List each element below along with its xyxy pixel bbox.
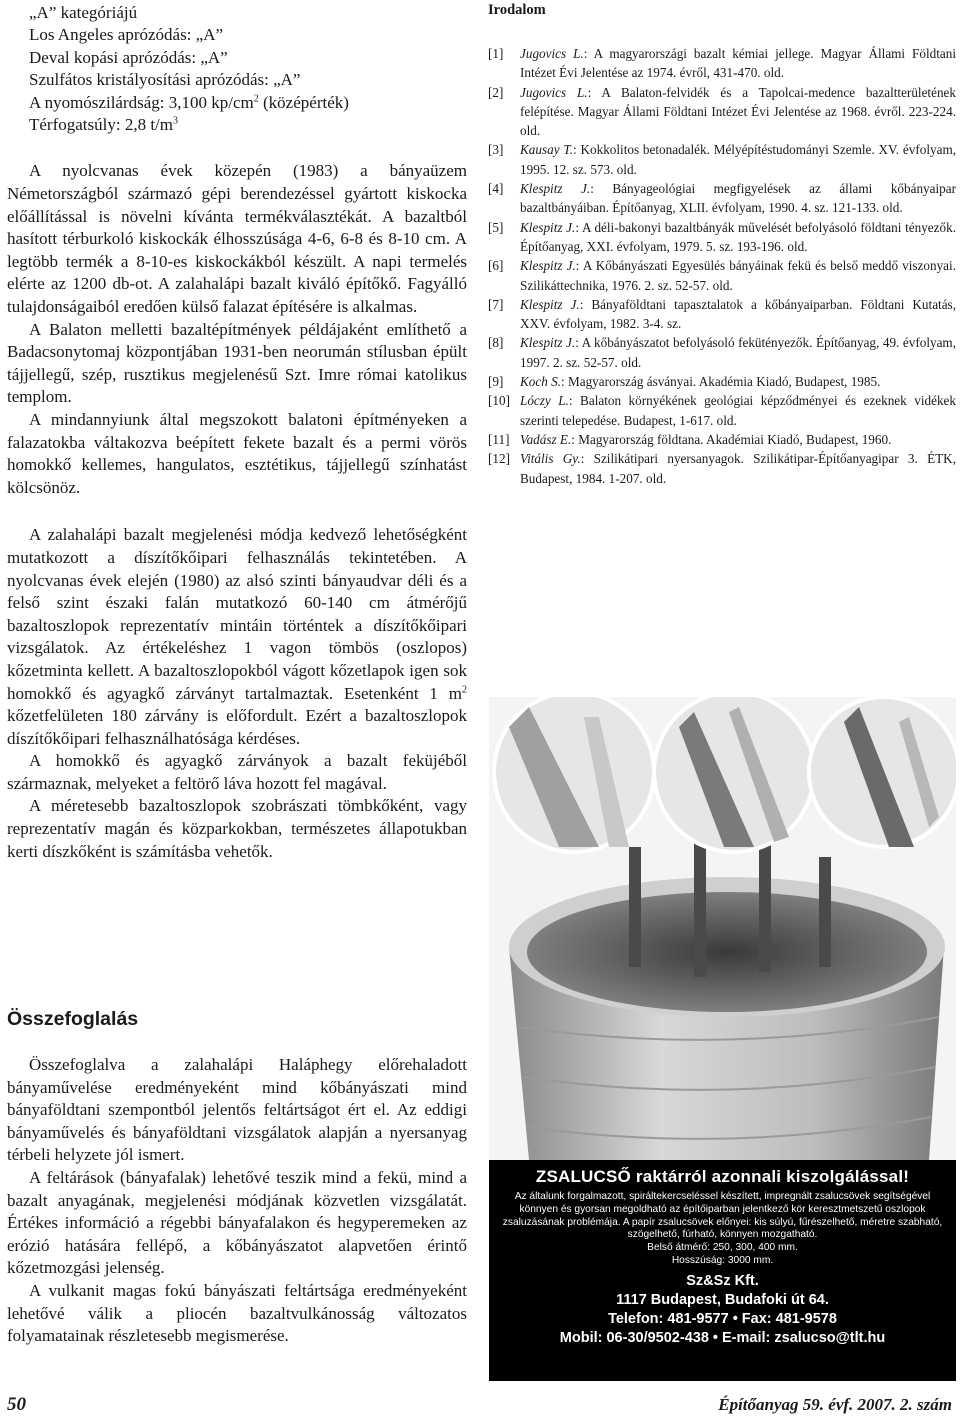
reference-description: : Bányaföldtani tapasztalatok a kőbányaiparban. Földtani Kutatás, XXV. évfolyam, 1982. 3-4. sz. [520,296,956,332]
reference-author: Vitális Gy. [520,451,581,467]
spec-los-angeles: Los Angeles aprózódás: „A” [29,25,224,45]
reference-author: Klespitz J. [520,335,576,351]
summary-paragraph: A feltárások (bányafalak) lehetővé teszik mind a fekü, mind a bazalt anyagának, megjelenési módjának közvetlen vizsgálatát. Értékes információ a régebbi bányafalakon és hegyperemeken az erózió hatására fellépő, a kőbányászatot alapvetően érintő kőzetmozgási jelenség. [7,1167,467,1278]
reference-number: [10] [488,393,510,409]
reference-item [488,83,956,141]
advertisement [489,1160,956,1381]
reference-text [520,83,956,141]
reference-description: : Magyarország földtana. Akadémiai Kiadó, Budapest, 1960. [571,431,892,447]
reference-description: : A déli-bakonyi bazaltbányák művelését befolyásoló földtani tényezők. Építőanyag, XXI. évfolyam, 1979. 5. sz. 193-196. old. [520,219,956,254]
spec-sulfate: Szulfátos kristályosítási aprózódás: „A” [29,70,301,90]
ad-address: 1117 Budapest, Budafoki út 64. [616,1291,829,1308]
reference-number: [1] [488,46,504,61]
reference-description: : A Kőbányászati Egyesülés bányáinak fekü és belső meddő viszonyai. Szilikáttechnika, 1976. 2. sz. 52-57. old. [520,258,957,293]
reference-number: [7] [488,296,504,312]
reference-text [520,218,956,257]
body-paragraph: A zalahalápi bazalt megjelenési módja kedvező lehetőségként mutatkozott a díszítőkőipari felhasználás tekintetében. A nyolcvanas évek elején (1980) az alsó szinti bányaudvar déli és a felső szint északi falán mutatkozó 60-140 cm átmérőjű bazaltoszlopok reprezentatív mintáin történtek a díszítőkőipari vizsgálatok. Az értékeléshez 1 vagon tömbös (oszlopos) kőzetminta kellett. A bazaltoszlopokból vágott kőzetlapok igen sok homokkő és agyagkő zárványt tartalmaztak. Esetenként 1 $m^2$ kőzetfelületen 180 zárvány is előfordult. Ezért a bazaltoszlopok díszítőkőipari felhasználhatósága kérdéses. [7,525,467,748]
reference-description: : Kokkolitos betonadalék. Mélyépítéstudományi Szemle. XV. évfolyam, 1995. 12. sz. 573. old. [520,142,956,177]
reference-text [520,449,956,488]
reference-description: : A kőbányászatot befolyásoló fekütényezők. Építőanyag, 49. évfolyam, 1997. 2. sz. 52-57. old. [520,335,956,370]
photo-illustration [489,697,956,1160]
spec-compressive: A nyomószilárdság: 3,100 $kp/cm^2$ (középérték) [29,92,349,112]
references-title: Irodalom [488,2,546,18]
reference-text [520,44,956,83]
summary-section [7,1054,467,1348]
ad-company: Sz&Sz Kft. [686,1272,759,1289]
reference-author: Klespitz J. [520,296,580,312]
spec-deval: Deval kopási aprózódás: „A” [29,47,228,67]
reference-text [520,256,956,295]
reference-item [488,430,956,449]
body-paragraph: A Balaton melletti bazaltépítmények példájaként említhető a Badacsonytomaj központjában 1931-ben neorumán stílusban épült tájjellegű, szép, rusztikus megjelenésű Szt. Imre római katolikus templom. [7,319,467,407]
ad-title: ZSALUCSŐ raktárról azonnali kiszolgálással! [535,1167,910,1186]
reference-description: : Magyarország ásványai. Akadémia Kiadó, Budapest, 1985. [561,374,881,390]
ad-length: Hosszúság: 3000 mm. [671,1254,774,1266]
left-column [7,2,467,863]
spec-density: Térfogatsúly: 2,8 $t/m^3$ [29,115,179,135]
reference-description: : Szilikátipari nyersanyagok. Szilikátipar-Építőanyagipar 3. ÉTK, Budapest, 1984. 1-207. old. [520,451,957,486]
reference-item [488,140,956,179]
reference-item [488,391,956,430]
reference-author: Lóczy L. [520,393,569,409]
reference-text [520,295,956,334]
reference-author: Jugovics L. [520,84,588,100]
reference-text [520,140,956,179]
references-list [488,44,956,488]
section-title: Összefoglalás [7,1008,139,1030]
journal-footer: Építőanyag 59. évf. 2007. 2. szám [718,1395,952,1414]
reference-description: : Bányageológiai megfigyelések az állami kőbányaipar bazaltbányáiban. Építőanyag, XLII. évfolyam, 1990. 4. sz. 121-133. old. [520,181,956,216]
reference-author: Klespitz J. [520,219,576,235]
reference-number: [9] [488,374,504,390]
reference-number: [3] [488,142,504,158]
reference-text [520,179,956,218]
reference-author: Klespitz J. [520,181,591,197]
reference-item [488,218,956,257]
reference-number: [11] [488,431,510,447]
reference-item [488,44,956,83]
formwork-tube-photo [489,697,956,1160]
ad-body: Az általunk forgalmazott, spiráltekercseléssel készített, impregnált zsalucsövek segítségével könnyen és gyorsan megoldható az építőiparban jelentkező kör keresztmetszetű oszlopok zsaluzásának problémája. A papír zsalucsövek előnyei: kis súlyú, fűrészelhető, méretre szabható, szögelhető, fúrható, könnyen mozgatható. [502,1191,943,1241]
reference-item [488,449,956,488]
reference-text [520,430,956,449]
reference-number: [6] [488,258,504,274]
reference-author: Vadász E. [520,431,572,447]
reference-author: Klespitz J. [520,258,576,274]
summary-paragraph: A vulkanit magas fokú bányászati feltártsága eredményeként lehetővé válik a pliocén bazaltvulkánosság változatos folyamatainak részletesebb megismerése. [7,1280,467,1346]
reference-author: Koch S. [520,374,562,390]
reference-text [520,372,956,391]
reference-number: [8] [488,335,504,351]
body-paragraph: A nyolcvanas évek közepén (1983) a bányaüzem Németországból származó gépi berendezéssel gyártott kiskocka előállítással is növelni kívánta termékválasztékát. A bazaltból hasított térburkoló kiskockák élhosszúsága 4-6, 6-8 és 8-10 cm. A legtöbb termék a 8-10-es kiskockákból készült. A napi termelés elérte az 1200 db-ot. A zalahalápi bazalt kiváló építőkő. Fagyálló tulajdonságaiból eredően külső falazat építésére is alkalmas. [7,161,467,316]
body-paragraph: A méretesebb bazaltoszlopok szobrászati tömbkőként, vagy reprezentatív magán és közparkokban, természetes állapotukban kerti díszkőként is számításba vehetők. [7,796,467,861]
page-number: 50 [7,1394,26,1415]
reference-number: [12] [488,451,510,467]
reference-description: : Balaton környékének geológiai képződményei és ezeknek vidékek szerinti telepedése. Budapest, 1-617. old. [520,393,956,428]
ad-diameters: Belső átmérő: 250, 300, 400 mm. [647,1242,798,1254]
summary-paragraph: Összefoglalva a zalahalápi Haláphegy előrehaladott bányaművelése eredményeként mind kőbányászati mind bányaföldtani szempontból jelentős feltártságot ért el. Az eddigi bányaművelés és bányaföldtani vizsgálatok alapján a nyersanyag térbeli helyzete jól ismert. [7,1055,467,1165]
body-paragraph: A homokkő és agyagkő zárványok a bazalt feküjéből származnak, melyeket a feltörő láva hozott fel magával. [7,751,467,793]
reference-number: [4] [488,181,504,197]
reference-number: [5] [488,219,504,235]
reference-author: Jugovics L. [520,46,584,61]
spec-category: „A” kategóriájú [29,3,138,22]
reference-description: : A Balaton-felvidék és a Tapolcai-medence bazaltterületének felépítése. Magyar Állami Földtani Intézet Évi Jelentése az 1968. évről. 223-224. old. [520,84,956,139]
body-paragraph: A mindannyiunk által megszokott balatoni építményeken a falazatokba váltakozva beépített fekete bazalt és a permi vörös homokkő kellemes, hangulatos, esztétikus, tájjellegű színhatást kölcsönöz. [7,409,467,497]
reference-item [488,295,956,334]
reference-text [520,333,956,372]
reference-number: [2] [488,84,504,100]
reference-text [520,391,956,430]
reference-item [488,372,956,391]
reference-item [488,333,956,372]
reference-author: Kausay T. [520,142,574,158]
reference-item [488,256,956,295]
specs-list [7,2,467,136]
reference-item [488,179,956,218]
ad-phone: Telefon: 481-9577 • Fax: 481-9578 [608,1310,837,1327]
reference-description: : A magyarországi bazalt kémiai jellege. Magyar Állami Földtani Intézet Évi Jelentése az 1974. évről, 431-470. old. [520,46,956,81]
ad-mobile: Mobil: 06-30/9502-438 • E-mail: zsalucso@tlt.hu [559,1329,886,1346]
